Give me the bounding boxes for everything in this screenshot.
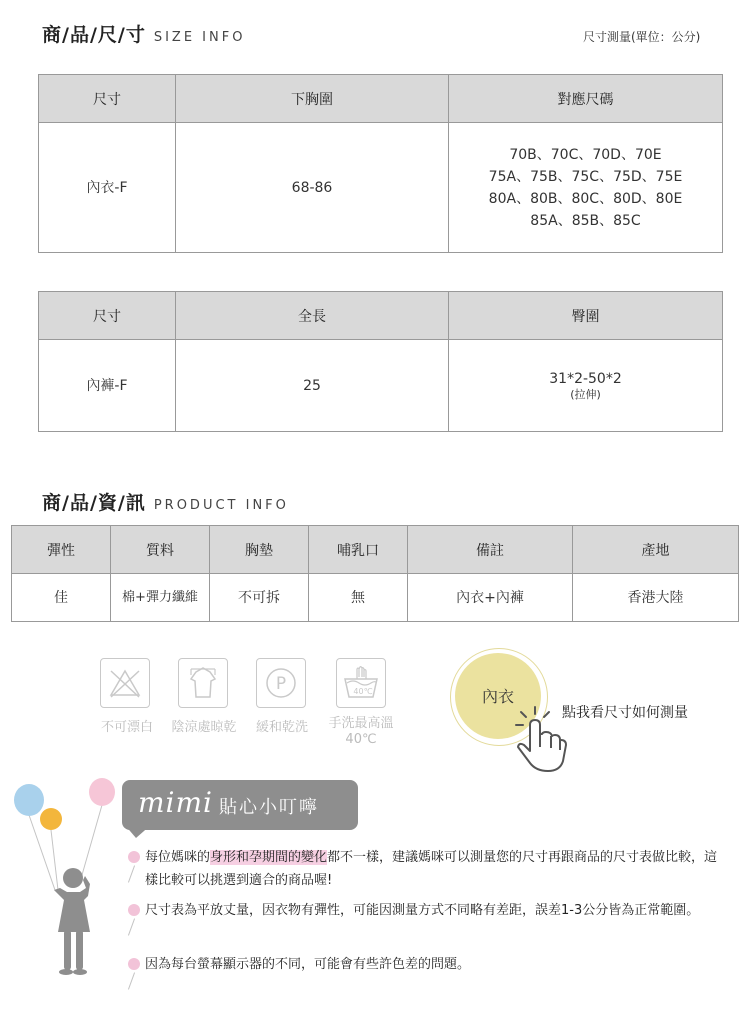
note-bullet-stem [128, 972, 135, 989]
care-label-dry-clean: 緩和乾洗 [255, 720, 308, 735]
bra-sizes-cell [449, 123, 723, 253]
note-bullet [128, 851, 140, 863]
bra-size-table [38, 74, 723, 253]
bra-sizes-line: 70B、70C、70D、70E [509, 146, 662, 163]
panty-size-cell: 內褲-F [39, 340, 176, 432]
note-2: 尺寸表為平放丈量，因衣物有彈性，可能因測量方式不同略有差距，誤差1-3公分皆為正常範圍。 [145, 903, 700, 918]
product-info-title: 商/品/資/訊 [42, 492, 146, 514]
panty-hip-cell [449, 340, 723, 432]
size-info-heading [42, 20, 245, 47]
product-origin-cell: 香港大陸 [573, 574, 739, 622]
product-nursing-cell: 無 [309, 574, 408, 622]
bra-header-sizes: 對應尺碼 [449, 75, 723, 123]
product-header-pad: 胸墊 [210, 526, 309, 574]
hand-wash-temp: 40℃ [353, 687, 373, 696]
care-item-no-bleach [99, 658, 151, 708]
pink-balloon [89, 778, 115, 806]
product-pad-cell: 不可拆 [210, 574, 309, 622]
care-label-hand-wash-line2: 40℃ [345, 732, 377, 747]
bra-table-row [39, 123, 723, 253]
note-bullet-stem [128, 865, 135, 882]
panty-header-length: 全長 [176, 292, 449, 340]
tips-heading: 貼心小叮嚀 [219, 797, 319, 818]
girl-balloons-illustration [10, 772, 120, 982]
bra-sizes-line: 80A、80B、80C、80D、80E [488, 190, 683, 207]
care-label-hand-wash-line1: 手洗最高溫 [328, 716, 394, 731]
product-header-material: 質料 [111, 526, 210, 574]
note-bullet [128, 958, 140, 970]
blue-balloon [14, 784, 44, 816]
size-info-subtitle: SIZE INFO [153, 30, 246, 45]
dry-clean-letter: P [275, 674, 287, 694]
care-item-dry-clean [255, 658, 307, 708]
panty-hip-value: 31*2-50*2 [549, 371, 622, 387]
bra-sizes-line: 75A、75B、75C、75D、75E [488, 168, 683, 185]
orange-balloon [40, 808, 62, 830]
size-info-title: 商/品/尺/寸 [42, 24, 146, 46]
bra-sizes-line: 85A、85B、85C [530, 212, 641, 229]
dry-clean-icon [256, 658, 306, 708]
hand-wash-icon [336, 658, 386, 708]
panty-table-header-row [39, 292, 723, 340]
product-remark-cell: 內衣+內褲 [408, 574, 573, 622]
note-3: 因為每台螢幕顯示器的不同，可能會有些許色差的問題。 [145, 957, 471, 972]
note-1-after: 都不一樣，建議媽咪可以測量您的尺寸再跟商品的尺寸表做比較，這樣比較可以挑選到適合的商品喔! [145, 850, 718, 888]
product-header-origin: 產地 [573, 526, 739, 574]
measure-link[interactable]: 點我看尺寸如何測量 [562, 705, 688, 721]
care-label-no-bleach: 不可漂白 [100, 720, 153, 735]
care-item-shade-dry [177, 658, 229, 708]
panty-header-hip: 臀圍 [449, 292, 723, 340]
bra-table-header-row [39, 75, 723, 123]
bra-header-size: 尺寸 [39, 75, 176, 123]
product-header-nursing: 哺乳口 [309, 526, 408, 574]
note-1-before: 每位媽咪的 [145, 850, 211, 865]
panty-table-row [39, 340, 723, 432]
panty-length-cell: 25 [176, 340, 449, 432]
bra-size-cell: 內衣-F [39, 123, 176, 253]
no-bleach-icon [100, 658, 150, 708]
note-1-highlight: 身形和孕期間的變化 [210, 850, 328, 865]
unit-note: 尺寸測量(單位：公分) [583, 30, 701, 44]
shade-dry-icon [178, 658, 228, 708]
product-material-cell: 棉+彈力纖維 [111, 574, 210, 622]
note-bullet-stem [128, 918, 135, 935]
product-info-subtitle: PRODUCT INFO [153, 498, 289, 513]
care-label-hand-wash [325, 716, 397, 748]
bra-header-underbust: 下胸圍 [176, 75, 449, 123]
note-1 [145, 846, 730, 892]
product-info-heading [42, 488, 289, 515]
panty-hip-note: (拉伸) [570, 388, 601, 401]
product-elasticity-cell: 佳 [12, 574, 111, 622]
product-table-header-row [12, 526, 739, 574]
product-header-remark: 備註 [408, 526, 573, 574]
care-item-hand-wash [335, 658, 387, 708]
product-info-table [11, 525, 739, 622]
product-table-row [12, 574, 739, 622]
note-bullet [128, 904, 140, 916]
tips-bubble-tail [124, 824, 152, 838]
measure-circle-label: 內衣 [481, 687, 514, 706]
panty-size-table [38, 291, 723, 432]
product-header-elasticity: 彈性 [12, 526, 111, 574]
care-label-shade-dry: 陰涼處晾乾 [171, 720, 237, 735]
panty-header-size: 尺寸 [39, 292, 176, 340]
brand-word: mimi [138, 786, 214, 819]
bra-underbust-cell: 68-86 [176, 123, 449, 253]
